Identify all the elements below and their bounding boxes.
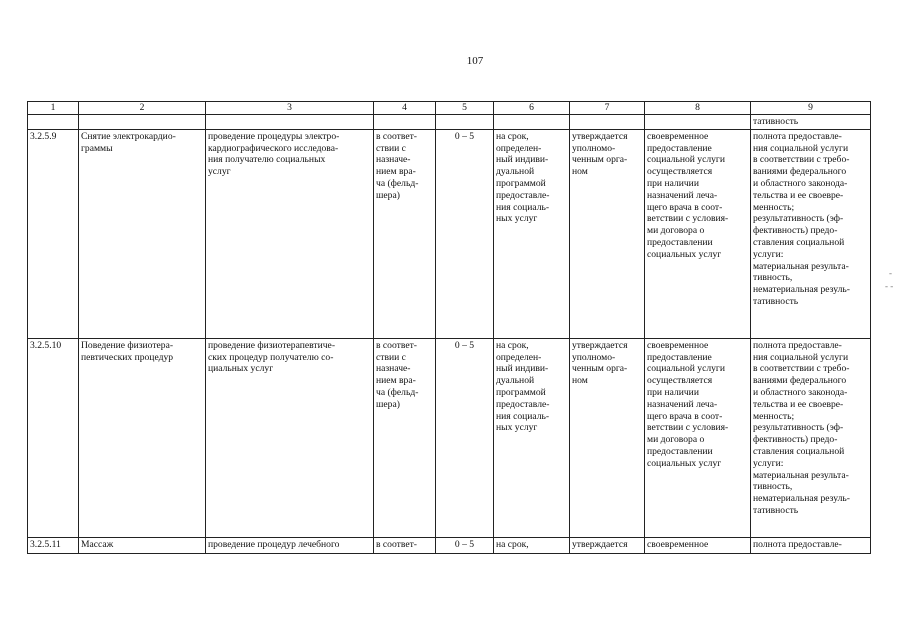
table-row xyxy=(28,129,871,338)
page-number: 107 xyxy=(466,55,484,67)
service-evaluation: полнота предоставле- xyxy=(751,537,871,553)
column-header: 9 xyxy=(751,102,871,115)
continuation-row xyxy=(28,115,871,130)
table-cell xyxy=(28,115,79,130)
table-cell xyxy=(645,115,751,130)
scan-mark: - - xyxy=(885,281,894,291)
table-cell: тативность xyxy=(751,115,871,130)
service-description: проведение процедуры электро- кардиографического исследова- ния получателю социальных услуг xyxy=(206,129,374,338)
table-cell xyxy=(494,115,570,130)
service-quality: своевременное предоставление социальной услуги осуществляется при наличии назначений леча- щего врача в соот- ветствии с условия- ми договора о предоставлении социальных услуг xyxy=(645,338,751,537)
column-header: 2 xyxy=(79,102,206,115)
service-name: Поведение физиотера- певтических процедур xyxy=(79,338,206,537)
service-code: 3.2.5.9 xyxy=(28,129,79,338)
table-cell xyxy=(436,115,494,130)
service-term: на срок, определен- ный индиви- дуальной программой предоставле- ния социаль- ных услуг xyxy=(494,338,570,537)
service-cost: утверждается уполномо- ченным орга- ном xyxy=(570,129,645,338)
service-quality: своевременное xyxy=(645,537,751,553)
table-cell xyxy=(374,115,436,130)
service-quantity: 0 – 5 xyxy=(436,129,494,338)
scan-mark: - xyxy=(889,268,892,278)
column-header: 1 xyxy=(28,102,79,115)
service-conditions: в соответ- ствии с назначе- нием вра- ча (фельд- шера) xyxy=(374,129,436,338)
service-evaluation: полнота предоставле- ния социальной услуги в соответствии с требо- ваниями федерального и областного законода- тельства и ее своевре- менность; результативность (эф- фективность) предо- ставления социальной услуги: материальная результа- тивность, нематериальная резуль- тативность xyxy=(751,129,871,338)
service-code: 3.2.5.10 xyxy=(28,338,79,537)
table-cell xyxy=(79,115,206,130)
service-cost: утверждается уполномо- ченным орга- ном xyxy=(570,338,645,537)
service-quality: своевременное предоставление социальной услуги осуществляется при наличии назначений леча- щего врача в соот- ветствии с условия- ми договора о предоставлении социальных услуг xyxy=(645,129,751,338)
service-description: проведение процедур лечебного xyxy=(206,537,374,553)
services-table xyxy=(27,101,871,554)
table-row xyxy=(28,537,871,553)
column-header: 5 xyxy=(436,102,494,115)
table-cell xyxy=(206,115,374,130)
table-cell xyxy=(570,115,645,130)
service-conditions: в соответ- ствии с назначе- нием вра- ча (фельд- шера) xyxy=(374,338,436,537)
service-name: Массаж xyxy=(79,537,206,553)
table-header-row xyxy=(28,102,871,115)
column-header: 3 xyxy=(206,102,374,115)
column-header: 6 xyxy=(494,102,570,115)
column-header: 4 xyxy=(374,102,436,115)
service-cost: утверждается xyxy=(570,537,645,553)
service-code: 3.2.5.11 xyxy=(28,537,79,553)
service-term: на срок, определен- ный индиви- дуальной программой предоставле- ния социаль- ных услуг xyxy=(494,129,570,338)
service-term: на срок, xyxy=(494,537,570,553)
service-conditions: в соответ- xyxy=(374,537,436,553)
service-quantity: 0 – 5 xyxy=(436,537,494,553)
service-evaluation: полнота предоставле- ния социальной услуги в соответствии с требо- ваниями федерального и областного законода- тельства и ее своевре- менность; результативность (эф- фективность) предо- ставления социальной услуги: материальная результа- тивность, нематериальная резуль- тативность xyxy=(751,338,871,537)
service-description: проведение физиотерапевтиче- ских процедур получателю со- циальных услуг xyxy=(206,338,374,537)
service-quantity: 0 – 5 xyxy=(436,338,494,537)
service-name: Снятие электрокардио- граммы xyxy=(79,129,206,338)
column-header: 8 xyxy=(645,102,751,115)
table-row xyxy=(28,338,871,537)
column-header: 7 xyxy=(570,102,645,115)
